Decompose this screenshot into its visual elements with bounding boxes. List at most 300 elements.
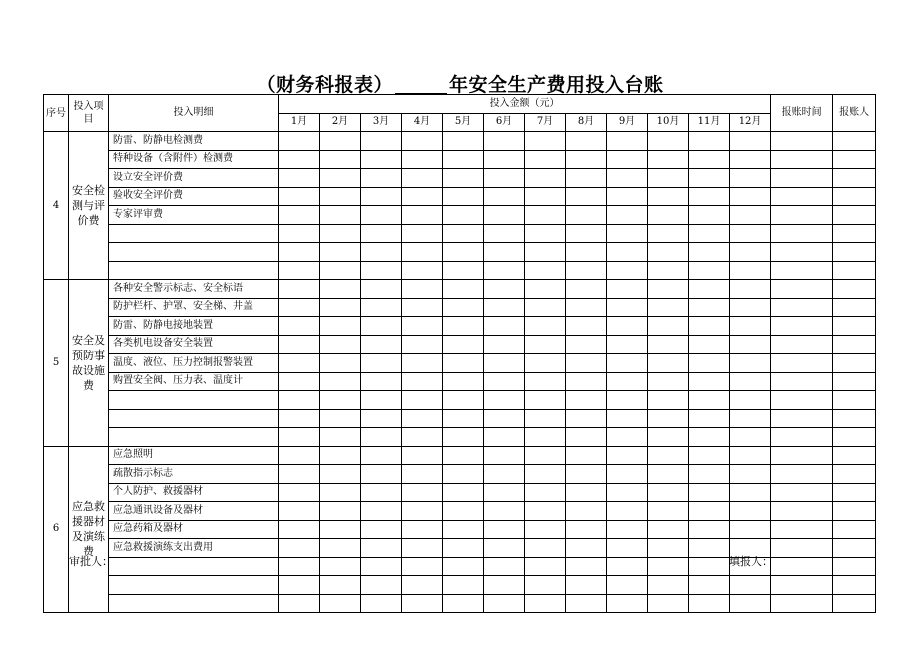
- reporter-cell[interactable]: [833, 298, 876, 317]
- month-amount-cell[interactable]: [607, 520, 648, 539]
- month-amount-cell[interactable]: [648, 539, 689, 558]
- month-amount-cell[interactable]: [402, 132, 443, 151]
- month-amount-cell[interactable]: [689, 520, 730, 539]
- month-amount-cell[interactable]: [361, 465, 402, 484]
- month-amount-cell[interactable]: [279, 594, 320, 613]
- reporter-cell[interactable]: [833, 187, 876, 206]
- month-amount-cell[interactable]: [525, 372, 566, 391]
- month-amount-cell[interactable]: [607, 150, 648, 169]
- month-amount-cell[interactable]: [361, 243, 402, 262]
- month-amount-cell[interactable]: [361, 409, 402, 428]
- month-amount-cell[interactable]: [730, 206, 771, 225]
- report-time-cell[interactable]: [771, 206, 833, 225]
- month-amount-cell[interactable]: [607, 132, 648, 151]
- month-amount-cell[interactable]: [484, 372, 525, 391]
- month-amount-cell[interactable]: [443, 483, 484, 502]
- month-amount-cell[interactable]: [648, 206, 689, 225]
- month-amount-cell[interactable]: [443, 280, 484, 299]
- month-amount-cell[interactable]: [320, 280, 361, 299]
- month-amount-cell[interactable]: [525, 132, 566, 151]
- month-amount-cell[interactable]: [279, 557, 320, 576]
- report-time-cell[interactable]: [771, 261, 833, 280]
- month-amount-cell[interactable]: [730, 169, 771, 188]
- report-time-cell[interactable]: [771, 298, 833, 317]
- month-amount-cell[interactable]: [525, 261, 566, 280]
- month-amount-cell[interactable]: [484, 520, 525, 539]
- month-amount-cell[interactable]: [689, 354, 730, 373]
- month-amount-cell[interactable]: [484, 446, 525, 465]
- month-amount-cell[interactable]: [648, 557, 689, 576]
- month-amount-cell[interactable]: [402, 483, 443, 502]
- month-amount-cell[interactable]: [730, 261, 771, 280]
- month-amount-cell[interactable]: [320, 206, 361, 225]
- month-amount-cell[interactable]: [607, 261, 648, 280]
- month-amount-cell[interactable]: [402, 465, 443, 484]
- month-amount-cell[interactable]: [279, 335, 320, 354]
- month-amount-cell[interactable]: [648, 465, 689, 484]
- month-amount-cell[interactable]: [279, 539, 320, 558]
- month-amount-cell[interactable]: [361, 428, 402, 447]
- month-amount-cell[interactable]: [730, 409, 771, 428]
- month-amount-cell[interactable]: [689, 150, 730, 169]
- month-amount-cell[interactable]: [607, 317, 648, 336]
- month-amount-cell[interactable]: [320, 576, 361, 595]
- month-amount-cell[interactable]: [279, 502, 320, 521]
- month-amount-cell[interactable]: [361, 557, 402, 576]
- month-amount-cell[interactable]: [361, 317, 402, 336]
- month-amount-cell[interactable]: [648, 409, 689, 428]
- month-amount-cell[interactable]: [648, 502, 689, 521]
- month-amount-cell[interactable]: [607, 298, 648, 317]
- reporter-cell[interactable]: [833, 169, 876, 188]
- reporter-cell[interactable]: [833, 224, 876, 243]
- month-amount-cell[interactable]: [607, 243, 648, 262]
- month-amount-cell[interactable]: [443, 372, 484, 391]
- month-amount-cell[interactable]: [361, 520, 402, 539]
- month-amount-cell[interactable]: [566, 409, 607, 428]
- month-amount-cell[interactable]: [648, 169, 689, 188]
- month-amount-cell[interactable]: [566, 483, 607, 502]
- month-amount-cell[interactable]: [648, 298, 689, 317]
- month-amount-cell[interactable]: [525, 187, 566, 206]
- month-amount-cell[interactable]: [402, 409, 443, 428]
- month-amount-cell[interactable]: [730, 502, 771, 521]
- month-amount-cell[interactable]: [361, 150, 402, 169]
- month-amount-cell[interactable]: [361, 502, 402, 521]
- month-amount-cell[interactable]: [566, 539, 607, 558]
- month-amount-cell[interactable]: [689, 557, 730, 576]
- month-amount-cell[interactable]: [279, 150, 320, 169]
- month-amount-cell[interactable]: [525, 539, 566, 558]
- month-amount-cell[interactable]: [279, 520, 320, 539]
- reporter-cell[interactable]: [833, 446, 876, 465]
- month-amount-cell[interactable]: [525, 557, 566, 576]
- month-amount-cell[interactable]: [402, 557, 443, 576]
- month-amount-cell[interactable]: [320, 317, 361, 336]
- report-time-cell[interactable]: [771, 372, 833, 391]
- report-time-cell[interactable]: [771, 354, 833, 373]
- month-amount-cell[interactable]: [730, 446, 771, 465]
- month-amount-cell[interactable]: [361, 594, 402, 613]
- month-amount-cell[interactable]: [279, 187, 320, 206]
- month-amount-cell[interactable]: [279, 132, 320, 151]
- month-amount-cell[interactable]: [607, 465, 648, 484]
- month-amount-cell[interactable]: [279, 317, 320, 336]
- reporter-cell[interactable]: [833, 502, 876, 521]
- month-amount-cell[interactable]: [443, 317, 484, 336]
- month-amount-cell[interactable]: [566, 576, 607, 595]
- month-amount-cell[interactable]: [279, 169, 320, 188]
- report-time-cell[interactable]: [771, 280, 833, 299]
- reporter-cell[interactable]: [833, 539, 876, 558]
- month-amount-cell[interactable]: [525, 446, 566, 465]
- month-amount-cell[interactable]: [566, 372, 607, 391]
- month-amount-cell[interactable]: [730, 187, 771, 206]
- month-amount-cell[interactable]: [279, 298, 320, 317]
- month-amount-cell[interactable]: [525, 594, 566, 613]
- month-amount-cell[interactable]: [525, 224, 566, 243]
- month-amount-cell[interactable]: [484, 557, 525, 576]
- month-amount-cell[interactable]: [402, 317, 443, 336]
- month-amount-cell[interactable]: [361, 576, 402, 595]
- month-amount-cell[interactable]: [730, 520, 771, 539]
- month-amount-cell[interactable]: [279, 391, 320, 410]
- month-amount-cell[interactable]: [402, 391, 443, 410]
- month-amount-cell[interactable]: [402, 520, 443, 539]
- month-amount-cell[interactable]: [443, 335, 484, 354]
- report-time-cell[interactable]: [771, 594, 833, 613]
- month-amount-cell[interactable]: [730, 150, 771, 169]
- month-amount-cell[interactable]: [525, 243, 566, 262]
- month-amount-cell[interactable]: [484, 354, 525, 373]
- report-time-cell[interactable]: [771, 169, 833, 188]
- report-time-cell[interactable]: [771, 391, 833, 410]
- year-blank[interactable]: [395, 75, 447, 94]
- reporter-cell[interactable]: [833, 280, 876, 299]
- reporter-cell[interactable]: [833, 465, 876, 484]
- month-amount-cell[interactable]: [648, 280, 689, 299]
- month-amount-cell[interactable]: [443, 391, 484, 410]
- month-amount-cell[interactable]: [320, 335, 361, 354]
- month-amount-cell[interactable]: [566, 169, 607, 188]
- month-amount-cell[interactable]: [320, 187, 361, 206]
- month-amount-cell[interactable]: [484, 150, 525, 169]
- month-amount-cell[interactable]: [730, 335, 771, 354]
- month-amount-cell[interactable]: [689, 261, 730, 280]
- month-amount-cell[interactable]: [525, 335, 566, 354]
- month-amount-cell[interactable]: [402, 576, 443, 595]
- month-amount-cell[interactable]: [484, 502, 525, 521]
- month-amount-cell[interactable]: [607, 169, 648, 188]
- month-amount-cell[interactable]: [566, 224, 607, 243]
- month-amount-cell[interactable]: [443, 465, 484, 484]
- month-amount-cell[interactable]: [607, 576, 648, 595]
- reporter-cell[interactable]: [833, 354, 876, 373]
- month-amount-cell[interactable]: [607, 206, 648, 225]
- month-amount-cell[interactable]: [484, 206, 525, 225]
- month-amount-cell[interactable]: [279, 576, 320, 595]
- report-time-cell[interactable]: [771, 150, 833, 169]
- month-amount-cell[interactable]: [443, 539, 484, 558]
- month-amount-cell[interactable]: [443, 224, 484, 243]
- month-amount-cell[interactable]: [730, 280, 771, 299]
- month-amount-cell[interactable]: [279, 372, 320, 391]
- month-amount-cell[interactable]: [689, 317, 730, 336]
- reporter-cell[interactable]: [833, 483, 876, 502]
- month-amount-cell[interactable]: [443, 502, 484, 521]
- month-amount-cell[interactable]: [279, 280, 320, 299]
- month-amount-cell[interactable]: [607, 187, 648, 206]
- month-amount-cell[interactable]: [484, 187, 525, 206]
- month-amount-cell[interactable]: [279, 206, 320, 225]
- month-amount-cell[interactable]: [279, 224, 320, 243]
- report-time-cell[interactable]: [771, 557, 833, 576]
- month-amount-cell[interactable]: [484, 317, 525, 336]
- month-amount-cell[interactable]: [279, 428, 320, 447]
- month-amount-cell[interactable]: [402, 428, 443, 447]
- month-amount-cell[interactable]: [443, 576, 484, 595]
- report-time-cell[interactable]: [771, 576, 833, 595]
- month-amount-cell[interactable]: [484, 298, 525, 317]
- month-amount-cell[interactable]: [525, 150, 566, 169]
- reporter-cell[interactable]: [833, 428, 876, 447]
- month-amount-cell[interactable]: [607, 391, 648, 410]
- month-amount-cell[interactable]: [648, 132, 689, 151]
- report-time-cell[interactable]: [771, 317, 833, 336]
- reporter-cell[interactable]: [833, 520, 876, 539]
- month-amount-cell[interactable]: [566, 243, 607, 262]
- month-amount-cell[interactable]: [320, 409, 361, 428]
- report-time-cell[interactable]: [771, 465, 833, 484]
- month-amount-cell[interactable]: [443, 594, 484, 613]
- month-amount-cell[interactable]: [689, 280, 730, 299]
- month-amount-cell[interactable]: [648, 317, 689, 336]
- reporter-cell[interactable]: [833, 150, 876, 169]
- month-amount-cell[interactable]: [525, 520, 566, 539]
- month-amount-cell[interactable]: [443, 261, 484, 280]
- month-amount-cell[interactable]: [484, 539, 525, 558]
- month-amount-cell[interactable]: [525, 317, 566, 336]
- month-amount-cell[interactable]: [730, 243, 771, 262]
- month-amount-cell[interactable]: [607, 335, 648, 354]
- month-amount-cell[interactable]: [484, 576, 525, 595]
- reporter-cell[interactable]: [833, 132, 876, 151]
- reporter-cell[interactable]: [833, 409, 876, 428]
- month-amount-cell[interactable]: [648, 335, 689, 354]
- month-amount-cell[interactable]: [320, 465, 361, 484]
- month-amount-cell[interactable]: [648, 224, 689, 243]
- month-amount-cell[interactable]: [525, 206, 566, 225]
- month-amount-cell[interactable]: [689, 206, 730, 225]
- month-amount-cell[interactable]: [320, 557, 361, 576]
- month-amount-cell[interactable]: [402, 224, 443, 243]
- month-amount-cell[interactable]: [402, 354, 443, 373]
- month-amount-cell[interactable]: [607, 409, 648, 428]
- month-amount-cell[interactable]: [525, 465, 566, 484]
- month-amount-cell[interactable]: [484, 280, 525, 299]
- month-amount-cell[interactable]: [279, 354, 320, 373]
- month-amount-cell[interactable]: [607, 372, 648, 391]
- month-amount-cell[interactable]: [402, 594, 443, 613]
- month-amount-cell[interactable]: [566, 520, 607, 539]
- month-amount-cell[interactable]: [566, 132, 607, 151]
- report-time-cell[interactable]: [771, 539, 833, 558]
- month-amount-cell[interactable]: [443, 409, 484, 428]
- month-amount-cell[interactable]: [279, 483, 320, 502]
- month-amount-cell[interactable]: [525, 576, 566, 595]
- month-amount-cell[interactable]: [566, 298, 607, 317]
- month-amount-cell[interactable]: [320, 354, 361, 373]
- month-amount-cell[interactable]: [648, 428, 689, 447]
- month-amount-cell[interactable]: [402, 539, 443, 558]
- month-amount-cell[interactable]: [361, 261, 402, 280]
- month-amount-cell[interactable]: [484, 391, 525, 410]
- month-amount-cell[interactable]: [484, 335, 525, 354]
- month-amount-cell[interactable]: [361, 391, 402, 410]
- month-amount-cell[interactable]: [730, 594, 771, 613]
- month-amount-cell[interactable]: [443, 206, 484, 225]
- report-time-cell[interactable]: [771, 132, 833, 151]
- month-amount-cell[interactable]: [525, 280, 566, 299]
- month-amount-cell[interactable]: [607, 557, 648, 576]
- month-amount-cell[interactable]: [484, 594, 525, 613]
- month-amount-cell[interactable]: [648, 594, 689, 613]
- month-amount-cell[interactable]: [607, 539, 648, 558]
- month-amount-cell[interactable]: [689, 335, 730, 354]
- month-amount-cell[interactable]: [607, 502, 648, 521]
- month-amount-cell[interactable]: [320, 483, 361, 502]
- month-amount-cell[interactable]: [484, 132, 525, 151]
- month-amount-cell[interactable]: [484, 243, 525, 262]
- month-amount-cell[interactable]: [525, 483, 566, 502]
- month-amount-cell[interactable]: [525, 391, 566, 410]
- month-amount-cell[interactable]: [402, 372, 443, 391]
- month-amount-cell[interactable]: [525, 502, 566, 521]
- reporter-cell[interactable]: [833, 317, 876, 336]
- month-amount-cell[interactable]: [607, 428, 648, 447]
- month-amount-cell[interactable]: [402, 206, 443, 225]
- month-amount-cell[interactable]: [320, 169, 361, 188]
- month-amount-cell[interactable]: [689, 132, 730, 151]
- month-amount-cell[interactable]: [361, 372, 402, 391]
- reporter-cell[interactable]: [833, 372, 876, 391]
- month-amount-cell[interactable]: [730, 465, 771, 484]
- month-amount-cell[interactable]: [443, 298, 484, 317]
- month-amount-cell[interactable]: [566, 502, 607, 521]
- report-time-cell[interactable]: [771, 409, 833, 428]
- month-amount-cell[interactable]: [566, 557, 607, 576]
- month-amount-cell[interactable]: [361, 132, 402, 151]
- month-amount-cell[interactable]: [689, 243, 730, 262]
- month-amount-cell[interactable]: [566, 261, 607, 280]
- month-amount-cell[interactable]: [320, 428, 361, 447]
- month-amount-cell[interactable]: [566, 206, 607, 225]
- month-amount-cell[interactable]: [730, 298, 771, 317]
- reporter-cell[interactable]: [833, 335, 876, 354]
- month-amount-cell[interactable]: [689, 372, 730, 391]
- month-amount-cell[interactable]: [443, 169, 484, 188]
- month-amount-cell[interactable]: [648, 187, 689, 206]
- month-amount-cell[interactable]: [402, 169, 443, 188]
- month-amount-cell[interactable]: [279, 446, 320, 465]
- month-amount-cell[interactable]: [320, 243, 361, 262]
- month-amount-cell[interactable]: [443, 132, 484, 151]
- reporter-cell[interactable]: [833, 261, 876, 280]
- month-amount-cell[interactable]: [566, 428, 607, 447]
- month-amount-cell[interactable]: [525, 409, 566, 428]
- report-time-cell[interactable]: [771, 335, 833, 354]
- reporter-cell[interactable]: [833, 576, 876, 595]
- month-amount-cell[interactable]: [689, 594, 730, 613]
- month-amount-cell[interactable]: [361, 539, 402, 558]
- month-amount-cell[interactable]: [402, 446, 443, 465]
- month-amount-cell[interactable]: [361, 206, 402, 225]
- month-amount-cell[interactable]: [484, 483, 525, 502]
- month-amount-cell[interactable]: [443, 187, 484, 206]
- reporter-cell[interactable]: [833, 391, 876, 410]
- report-time-cell[interactable]: [771, 224, 833, 243]
- month-amount-cell[interactable]: [689, 539, 730, 558]
- month-amount-cell[interactable]: [402, 187, 443, 206]
- month-amount-cell[interactable]: [525, 354, 566, 373]
- month-amount-cell[interactable]: [320, 594, 361, 613]
- month-amount-cell[interactable]: [730, 317, 771, 336]
- month-amount-cell[interactable]: [566, 391, 607, 410]
- report-time-cell[interactable]: [771, 520, 833, 539]
- month-amount-cell[interactable]: [361, 298, 402, 317]
- month-amount-cell[interactable]: [443, 520, 484, 539]
- month-amount-cell[interactable]: [730, 224, 771, 243]
- month-amount-cell[interactable]: [320, 520, 361, 539]
- month-amount-cell[interactable]: [361, 169, 402, 188]
- month-amount-cell[interactable]: [361, 446, 402, 465]
- month-amount-cell[interactable]: [484, 261, 525, 280]
- month-amount-cell[interactable]: [566, 150, 607, 169]
- month-amount-cell[interactable]: [402, 150, 443, 169]
- month-amount-cell[interactable]: [607, 446, 648, 465]
- month-amount-cell[interactable]: [689, 298, 730, 317]
- month-amount-cell[interactable]: [648, 576, 689, 595]
- month-amount-cell[interactable]: [320, 132, 361, 151]
- month-amount-cell[interactable]: [279, 243, 320, 262]
- month-amount-cell[interactable]: [402, 243, 443, 262]
- month-amount-cell[interactable]: [566, 280, 607, 299]
- month-amount-cell[interactable]: [484, 169, 525, 188]
- month-amount-cell[interactable]: [689, 465, 730, 484]
- month-amount-cell[interactable]: [730, 576, 771, 595]
- report-time-cell[interactable]: [771, 243, 833, 262]
- month-amount-cell[interactable]: [730, 132, 771, 151]
- month-amount-cell[interactable]: [648, 520, 689, 539]
- month-amount-cell[interactable]: [689, 428, 730, 447]
- month-amount-cell[interactable]: [689, 169, 730, 188]
- report-time-cell[interactable]: [771, 428, 833, 447]
- month-amount-cell[interactable]: [689, 446, 730, 465]
- month-amount-cell[interactable]: [730, 372, 771, 391]
- month-amount-cell[interactable]: [484, 224, 525, 243]
- month-amount-cell[interactable]: [361, 187, 402, 206]
- month-amount-cell[interactable]: [689, 391, 730, 410]
- month-amount-cell[interactable]: [361, 483, 402, 502]
- reporter-cell[interactable]: [833, 243, 876, 262]
- month-amount-cell[interactable]: [320, 150, 361, 169]
- month-amount-cell[interactable]: [443, 557, 484, 576]
- month-amount-cell[interactable]: [443, 150, 484, 169]
- reporter-cell[interactable]: [833, 594, 876, 613]
- month-amount-cell[interactable]: [525, 298, 566, 317]
- month-amount-cell[interactable]: [279, 465, 320, 484]
- month-amount-cell[interactable]: [484, 428, 525, 447]
